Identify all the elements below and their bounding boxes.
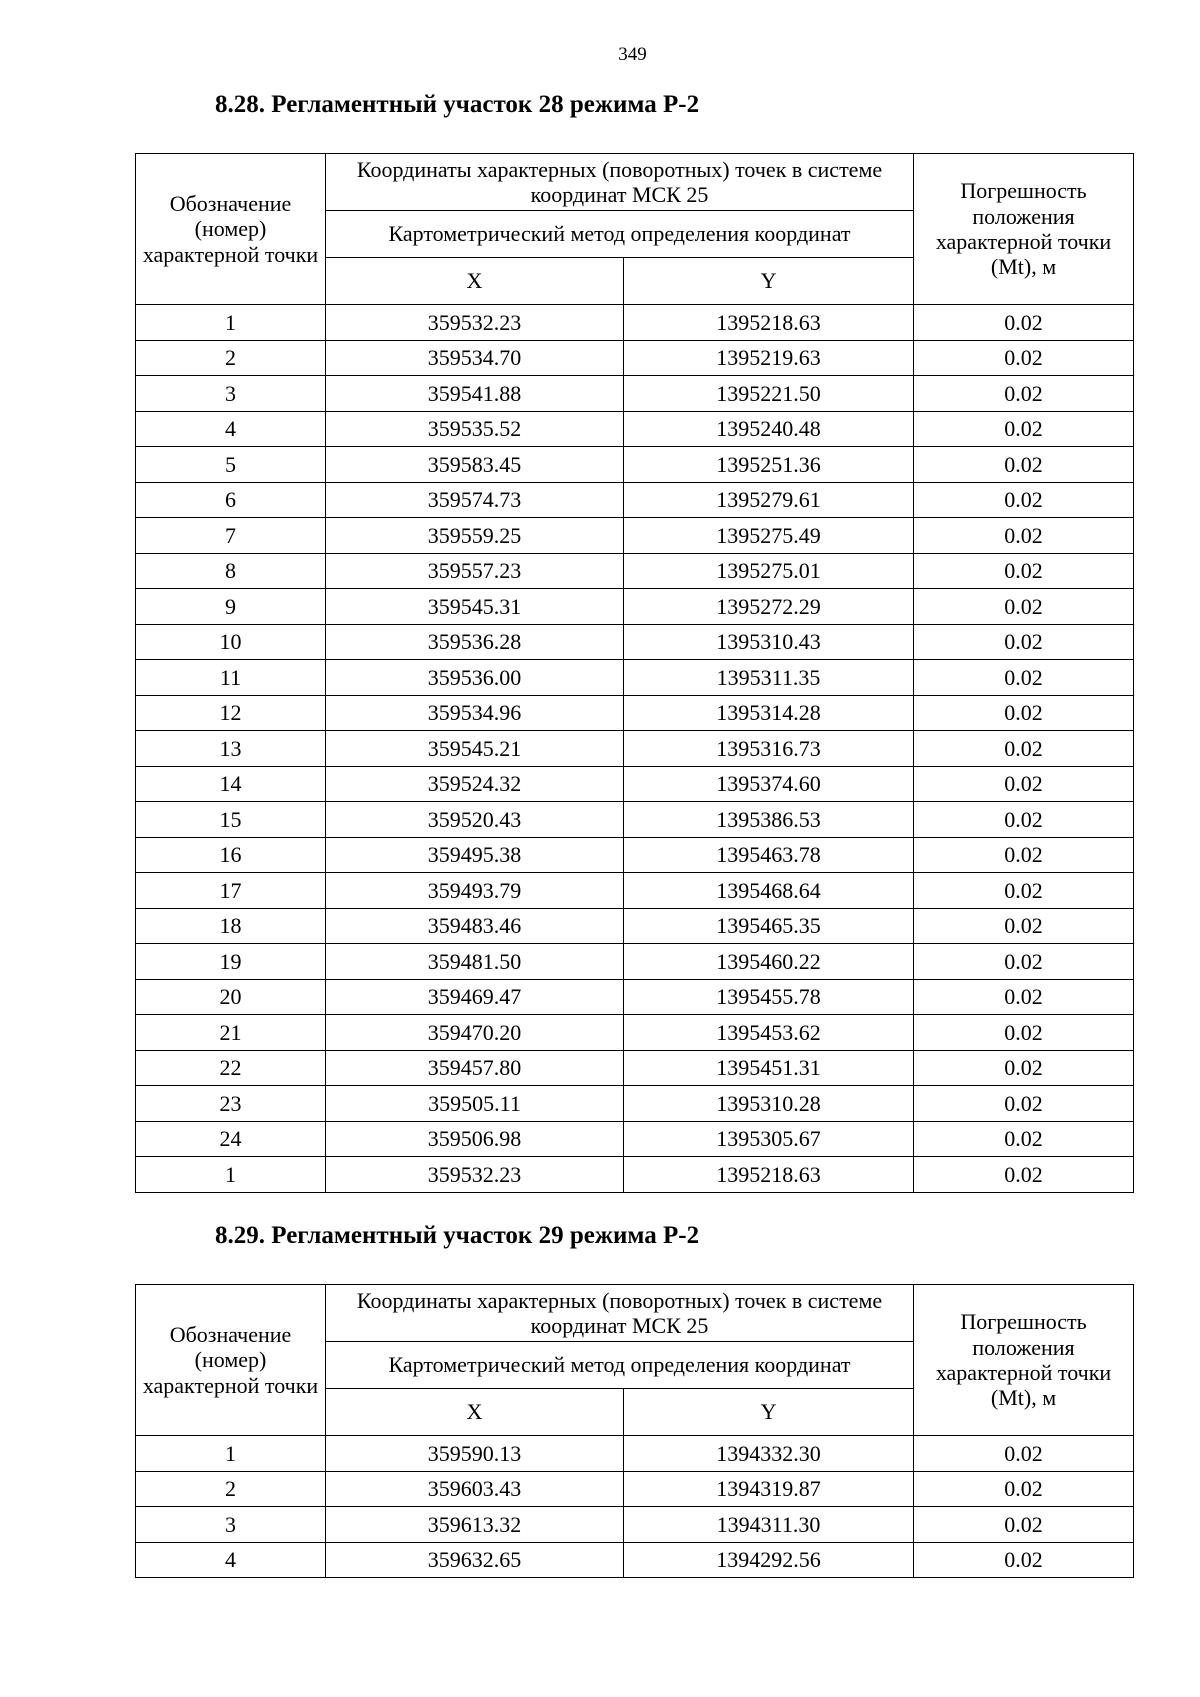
section-title: 8.28. Регламентный участок 28 режима Р-2 bbox=[215, 91, 700, 118]
cell-accuracy: 0.02 bbox=[914, 589, 1134, 625]
cell-x: 359524.32 bbox=[326, 766, 624, 802]
header-point-id: Обозначение (номер) характерной точки bbox=[136, 154, 326, 305]
cell-y: 1394292.56 bbox=[624, 1542, 914, 1578]
cell-accuracy: 0.02 bbox=[914, 553, 1134, 589]
table-row bbox=[136, 340, 1134, 376]
cell-point-number: 15 bbox=[136, 802, 326, 838]
cell-y: 1395279.61 bbox=[624, 482, 914, 518]
cell-x: 359559.25 bbox=[326, 518, 624, 554]
cell-point-number: 2 bbox=[136, 340, 326, 376]
cell-y: 1395374.60 bbox=[624, 766, 914, 802]
table-body bbox=[136, 305, 1134, 1193]
cell-point-number: 5 bbox=[136, 447, 326, 483]
cell-x: 359574.73 bbox=[326, 482, 624, 518]
cell-point-number: 20 bbox=[136, 979, 326, 1015]
cell-y: 1395275.49 bbox=[624, 518, 914, 554]
header-coordinates: Координаты характерных (поворотных) точек в системе координат МСК 25 bbox=[326, 1285, 914, 1342]
cell-y: 1395218.63 bbox=[624, 305, 914, 341]
cell-accuracy: 0.02 bbox=[914, 660, 1134, 696]
cell-y: 1395465.35 bbox=[624, 908, 914, 944]
cell-accuracy: 0.02 bbox=[914, 1542, 1134, 1578]
cell-x: 359590.13 bbox=[326, 1436, 624, 1472]
coordinates-table bbox=[135, 1284, 1134, 1578]
cell-x: 359493.79 bbox=[326, 873, 624, 909]
cell-accuracy: 0.02 bbox=[914, 731, 1134, 767]
cell-y: 1395463.78 bbox=[624, 837, 914, 873]
cell-y: 1395314.28 bbox=[624, 695, 914, 731]
cell-accuracy: 0.02 bbox=[914, 979, 1134, 1015]
cell-point-number: 8 bbox=[136, 553, 326, 589]
cell-point-number: 23 bbox=[136, 1086, 326, 1122]
cell-accuracy: 0.02 bbox=[914, 1086, 1134, 1122]
header-accuracy: Погрешность положения характерной точки (Mt), м bbox=[914, 154, 1134, 305]
cell-accuracy: 0.02 bbox=[914, 837, 1134, 873]
header-y: Y bbox=[624, 258, 914, 305]
table-row bbox=[136, 695, 1134, 731]
table-row bbox=[136, 482, 1134, 518]
cell-accuracy: 0.02 bbox=[914, 518, 1134, 554]
cell-y: 1395240.48 bbox=[624, 411, 914, 447]
cell-x: 359545.21 bbox=[326, 731, 624, 767]
cell-accuracy: 0.02 bbox=[914, 447, 1134, 483]
cell-accuracy: 0.02 bbox=[914, 482, 1134, 518]
table-row bbox=[136, 873, 1134, 909]
cell-y: 1395453.62 bbox=[624, 1015, 914, 1051]
cell-accuracy: 0.02 bbox=[914, 873, 1134, 909]
cell-accuracy: 0.02 bbox=[914, 340, 1134, 376]
cell-x: 359532.23 bbox=[326, 305, 624, 341]
cell-point-number: 2 bbox=[136, 1471, 326, 1507]
cell-accuracy: 0.02 bbox=[914, 1471, 1134, 1507]
cell-x: 359483.46 bbox=[326, 908, 624, 944]
table-row bbox=[136, 908, 1134, 944]
cell-y: 1395305.67 bbox=[624, 1121, 914, 1157]
cell-point-number: 4 bbox=[136, 1542, 326, 1578]
cell-x: 359557.23 bbox=[326, 553, 624, 589]
cell-y: 1395219.63 bbox=[624, 340, 914, 376]
cell-y: 1395451.31 bbox=[624, 1050, 914, 1086]
cell-point-number: 12 bbox=[136, 695, 326, 731]
cell-accuracy: 0.02 bbox=[914, 944, 1134, 980]
header-method: Картометрический метод определения координат bbox=[326, 1342, 914, 1389]
cell-accuracy: 0.02 bbox=[914, 624, 1134, 660]
cell-accuracy: 0.02 bbox=[914, 766, 1134, 802]
table-row bbox=[136, 518, 1134, 554]
cell-y: 1394332.30 bbox=[624, 1436, 914, 1472]
cell-y: 1395275.01 bbox=[624, 553, 914, 589]
header-y: Y bbox=[624, 1389, 914, 1436]
cell-accuracy: 0.02 bbox=[914, 1015, 1134, 1051]
cell-y: 1395460.22 bbox=[624, 944, 914, 980]
section-title: 8.29. Регламентный участок 29 режима Р-2 bbox=[215, 1222, 700, 1249]
cell-y: 1395455.78 bbox=[624, 979, 914, 1015]
cell-accuracy: 0.02 bbox=[914, 1507, 1134, 1543]
cell-point-number: 10 bbox=[136, 624, 326, 660]
table-row bbox=[136, 1542, 1134, 1578]
cell-x: 359545.31 bbox=[326, 589, 624, 625]
header-x: X bbox=[326, 1389, 624, 1436]
cell-accuracy: 0.02 bbox=[914, 1436, 1134, 1472]
cell-y: 1395251.36 bbox=[624, 447, 914, 483]
cell-point-number: 3 bbox=[136, 1507, 326, 1543]
table-row bbox=[136, 944, 1134, 980]
cell-y: 1394319.87 bbox=[624, 1471, 914, 1507]
cell-point-number: 1 bbox=[136, 1436, 326, 1472]
cell-x: 359534.96 bbox=[326, 695, 624, 731]
cell-point-number: 14 bbox=[136, 766, 326, 802]
cell-x: 359457.80 bbox=[326, 1050, 624, 1086]
table-row bbox=[136, 376, 1134, 412]
cell-y: 1395468.64 bbox=[624, 873, 914, 909]
cell-x: 359541.88 bbox=[326, 376, 624, 412]
cell-y: 1395218.63 bbox=[624, 1157, 914, 1193]
table-row bbox=[136, 802, 1134, 838]
cell-x: 359632.65 bbox=[326, 1542, 624, 1578]
cell-accuracy: 0.02 bbox=[914, 376, 1134, 412]
cell-x: 359520.43 bbox=[326, 802, 624, 838]
cell-accuracy: 0.02 bbox=[914, 1121, 1134, 1157]
cell-point-number: 4 bbox=[136, 411, 326, 447]
table-row bbox=[136, 1157, 1134, 1193]
table-row bbox=[136, 553, 1134, 589]
cell-point-number: 7 bbox=[136, 518, 326, 554]
table-row bbox=[136, 660, 1134, 696]
table-row bbox=[136, 1015, 1134, 1051]
cell-point-number: 1 bbox=[136, 1157, 326, 1193]
cell-accuracy: 0.02 bbox=[914, 411, 1134, 447]
table-row bbox=[136, 731, 1134, 767]
cell-point-number: 24 bbox=[136, 1121, 326, 1157]
header-x: X bbox=[326, 258, 624, 305]
table-row bbox=[136, 979, 1134, 1015]
header-point-id: Обозначение (номер) характерной точки bbox=[136, 1285, 326, 1436]
table-row bbox=[136, 411, 1134, 447]
cell-x: 359536.00 bbox=[326, 660, 624, 696]
cell-point-number: 9 bbox=[136, 589, 326, 625]
cell-y: 1395221.50 bbox=[624, 376, 914, 412]
cell-y: 1395311.35 bbox=[624, 660, 914, 696]
header-accuracy: Погрешность положения характерной точки (Mt), м bbox=[914, 1285, 1134, 1436]
cell-accuracy: 0.02 bbox=[914, 802, 1134, 838]
table-row bbox=[136, 1471, 1134, 1507]
cell-y: 1395386.53 bbox=[624, 802, 914, 838]
table-row bbox=[136, 1086, 1134, 1122]
cell-y: 1394311.30 bbox=[624, 1507, 914, 1543]
header-coordinates: Координаты характерных (поворотных) точек в системе координат МСК 25 bbox=[326, 154, 914, 211]
cell-x: 359469.47 bbox=[326, 979, 624, 1015]
cell-point-number: 16 bbox=[136, 837, 326, 873]
cell-y: 1395316.73 bbox=[624, 731, 914, 767]
cell-x: 359534.70 bbox=[326, 340, 624, 376]
cell-accuracy: 0.02 bbox=[914, 305, 1134, 341]
table-row bbox=[136, 1436, 1134, 1472]
coordinates-table bbox=[135, 153, 1134, 1193]
cell-point-number: 19 bbox=[136, 944, 326, 980]
cell-point-number: 22 bbox=[136, 1050, 326, 1086]
cell-y: 1395310.28 bbox=[624, 1086, 914, 1122]
header-method: Картометрический метод определения координат bbox=[326, 211, 914, 258]
cell-x: 359613.32 bbox=[326, 1507, 624, 1543]
cell-x: 359532.23 bbox=[326, 1157, 624, 1193]
cell-point-number: 17 bbox=[136, 873, 326, 909]
cell-point-number: 21 bbox=[136, 1015, 326, 1051]
table-row bbox=[136, 589, 1134, 625]
cell-x: 359536.28 bbox=[326, 624, 624, 660]
cell-y: 1395272.29 bbox=[624, 589, 914, 625]
cell-x: 359481.50 bbox=[326, 944, 624, 980]
cell-x: 359535.52 bbox=[326, 411, 624, 447]
cell-point-number: 11 bbox=[136, 660, 326, 696]
table-row bbox=[136, 447, 1134, 483]
cell-x: 359603.43 bbox=[326, 1471, 624, 1507]
cell-point-number: 1 bbox=[136, 305, 326, 341]
table-row bbox=[136, 766, 1134, 802]
cell-point-number: 13 bbox=[136, 731, 326, 767]
cell-accuracy: 0.02 bbox=[914, 1157, 1134, 1193]
table-row bbox=[136, 1121, 1134, 1157]
cell-accuracy: 0.02 bbox=[914, 908, 1134, 944]
cell-x: 359470.20 bbox=[326, 1015, 624, 1051]
cell-point-number: 6 bbox=[136, 482, 326, 518]
cell-accuracy: 0.02 bbox=[914, 1050, 1134, 1086]
cell-point-number: 18 bbox=[136, 908, 326, 944]
cell-accuracy: 0.02 bbox=[914, 695, 1134, 731]
page-number: 349 bbox=[618, 44, 647, 65]
cell-x: 359583.45 bbox=[326, 447, 624, 483]
cell-y: 1395310.43 bbox=[624, 624, 914, 660]
table-row bbox=[136, 305, 1134, 341]
table-body bbox=[136, 1436, 1134, 1578]
table-row bbox=[136, 1507, 1134, 1543]
table-row bbox=[136, 624, 1134, 660]
table-row bbox=[136, 1050, 1134, 1086]
cell-point-number: 3 bbox=[136, 376, 326, 412]
cell-x: 359506.98 bbox=[326, 1121, 624, 1157]
cell-x: 359505.11 bbox=[326, 1086, 624, 1122]
table-row bbox=[136, 837, 1134, 873]
cell-x: 359495.38 bbox=[326, 837, 624, 873]
